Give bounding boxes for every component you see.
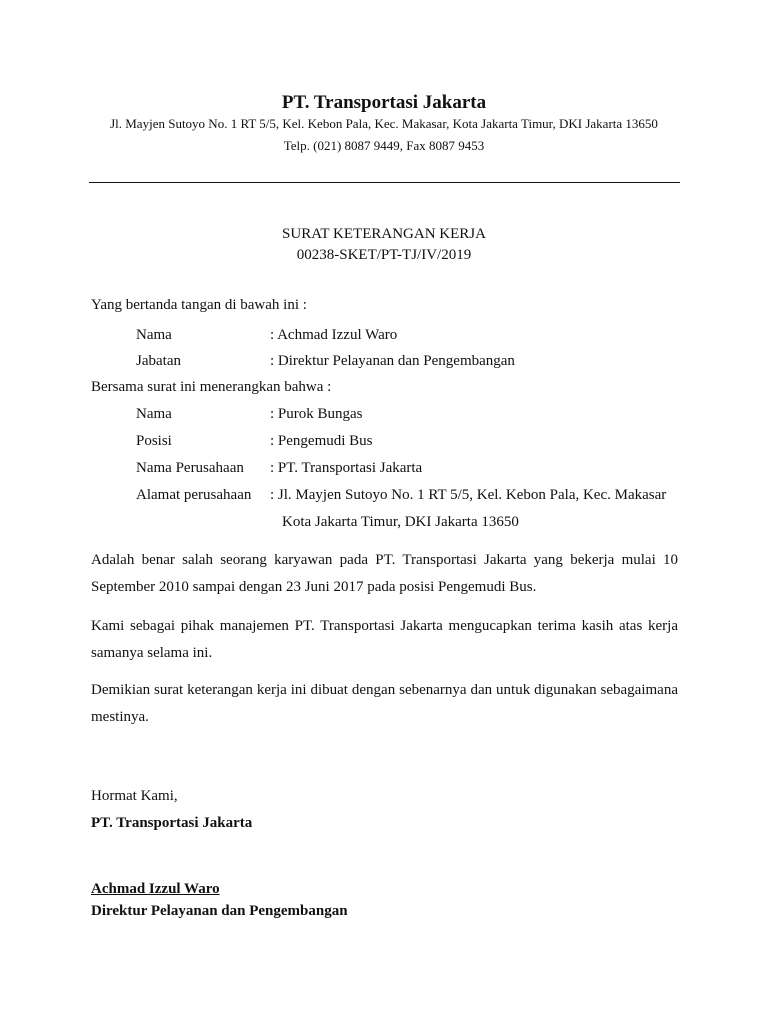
signer-name-value: : Achmad Izzul Waro	[270, 327, 398, 343]
company-address: Jl. Mayjen Sutoyo No. 1 RT 5/5, Kel. Kebon Pala, Kec. Makasar, Kota Jakarta Timur, DKI Jakarta 13650	[110, 116, 658, 131]
closing-greeting: Hormat Kami,	[91, 788, 178, 804]
document-title: SURAT KETERANGAN KERJA	[282, 226, 486, 242]
employee-name-value: : Purok Bungas	[270, 406, 363, 422]
signer-title-value: : Direktur Pelayanan dan Pengembangan	[270, 353, 515, 369]
company-name-value: : PT. Transportasi Jakarta	[270, 460, 423, 476]
employee-position-value: : Pengemudi Bus	[270, 433, 373, 449]
header-divider	[89, 182, 680, 183]
company-name-label: Nama Perusahaan	[136, 460, 244, 476]
signatory-title: Direktur Pelayanan dan Pengembangan	[91, 903, 348, 919]
statement-text: Bersama surat ini menerangkan bahwa :	[91, 379, 332, 395]
employee-name-label: Nama	[136, 406, 172, 422]
intro-text: Yang bertanda tangan di bawah ini :	[91, 297, 307, 313]
company-name: PT. Transportasi Jakarta	[281, 92, 487, 113]
closing-company: PT. Transportasi Jakarta	[91, 815, 253, 831]
company-contact: Telp. (021) 8087 9449, Fax 8087 9453	[283, 138, 485, 153]
company-address-value-line2: Kota Jakarta Timur, DKI Jakarta 13650	[282, 514, 519, 530]
signatory-name: Achmad Izzul Waro	[91, 881, 220, 897]
body-paragraph-employment: Adalah benar salah seorang karyawan pada PT. Transportasi Jakarta yang bekerja mulai 10 September 2010 sampai dengan 23 Juni 2017 pada posisi Pengemudi Bus.	[91, 552, 678, 595]
body-paragraph-closing: Demikian surat keterangan kerja ini dibuat dengan sebenarnya dan untuk digunakan sebagaimana mestinya.	[91, 682, 678, 725]
employee-position-label: Posisi	[136, 433, 172, 449]
body-paragraph-thanks: Kami sebagai pihak manajemen PT. Transportasi Jakarta mengucapkan terima kasih atas kerja samanya selama ini.	[91, 618, 678, 661]
signer-title-label: Jabatan	[136, 353, 181, 369]
document-number: 00238-SKET/PT-TJ/IV/2019	[296, 247, 472, 263]
signer-name-label: Nama	[136, 327, 172, 343]
company-address-label: Alamat perusahaan	[136, 487, 252, 503]
company-address-value: : Jl. Mayjen Sutoyo No. 1 RT 5/5, Kel. Kebon Pala, Kec. Makasar	[270, 487, 667, 503]
